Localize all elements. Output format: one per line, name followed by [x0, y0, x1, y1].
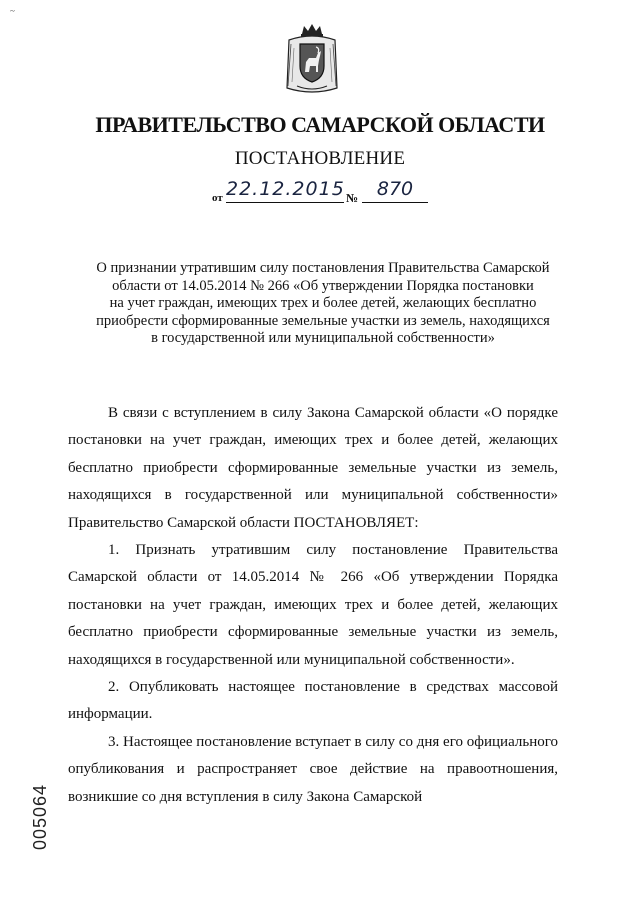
- document-type: ПОСТАНОВЛЕНИЕ: [234, 148, 406, 169]
- coat-of-arms-icon: [285, 22, 339, 96]
- subject-line: в государственной или муниципальной собственности»: [151, 330, 495, 346]
- corner-mark: ~: [10, 6, 15, 16]
- document-date: 22.12.2015: [226, 178, 344, 203]
- number-prefix: №: [346, 191, 359, 205]
- item-1-paragraph: 1. Признать утратившим силу постановление Правительства Самарской области от 14.05.2014 № 266 «Об утверждении Порядка постановки на учет граждан, имеющих трех и более детей, желающих бесплатно приобрести сформированные земельные участки из земель, находящихся в государственной или муниципальной собственности».: [68, 542, 558, 668]
- document-body: [68, 400, 558, 811]
- document-number: 870: [362, 178, 428, 203]
- document-subject: [68, 260, 578, 348]
- item-3-paragraph: 3. Настоящее постановление вступает в силу со дня его официального опубликования и распространяет свое действие на правоотношения, возникшие со дня вступления в силу Закона Самарской: [68, 733, 558, 805]
- margin-registration-number: 005064: [30, 783, 50, 850]
- item-2-paragraph: 2. Опубликовать настоящее постановление в средствах массовой информации.: [68, 679, 558, 723]
- organization-title: ПРАВИТЕЛЬСТВО САМАРСКОЙ ОБЛАСТИ: [95, 112, 545, 137]
- date-prefix: от: [212, 192, 223, 204]
- subject-line: области от 14.05.2014 № 266 «Об утверждении Порядка постановки: [112, 277, 534, 294]
- subject-line: приобрести сформированные земельные участки из земель, находящихся: [96, 312, 550, 329]
- subject-line: О признании утратившим силу постановления Правительства Самарской: [96, 260, 550, 276]
- subject-line: на учет граждан, имеющих трех и более детей, желающих бесплатно: [109, 295, 537, 311]
- preamble-paragraph: В связи с вступлением в силу Закона Самарской области «О порядке постановки на учет граждан, имеющих трех и более детей, желающих бесплатно приобрести сформированные земельные участки из земель, находящихся в государственной или муниципальной собственности» Правительство Самарской области ПОСТАНОВЛЯЕТ:: [68, 405, 558, 531]
- date-number-line: [210, 178, 450, 208]
